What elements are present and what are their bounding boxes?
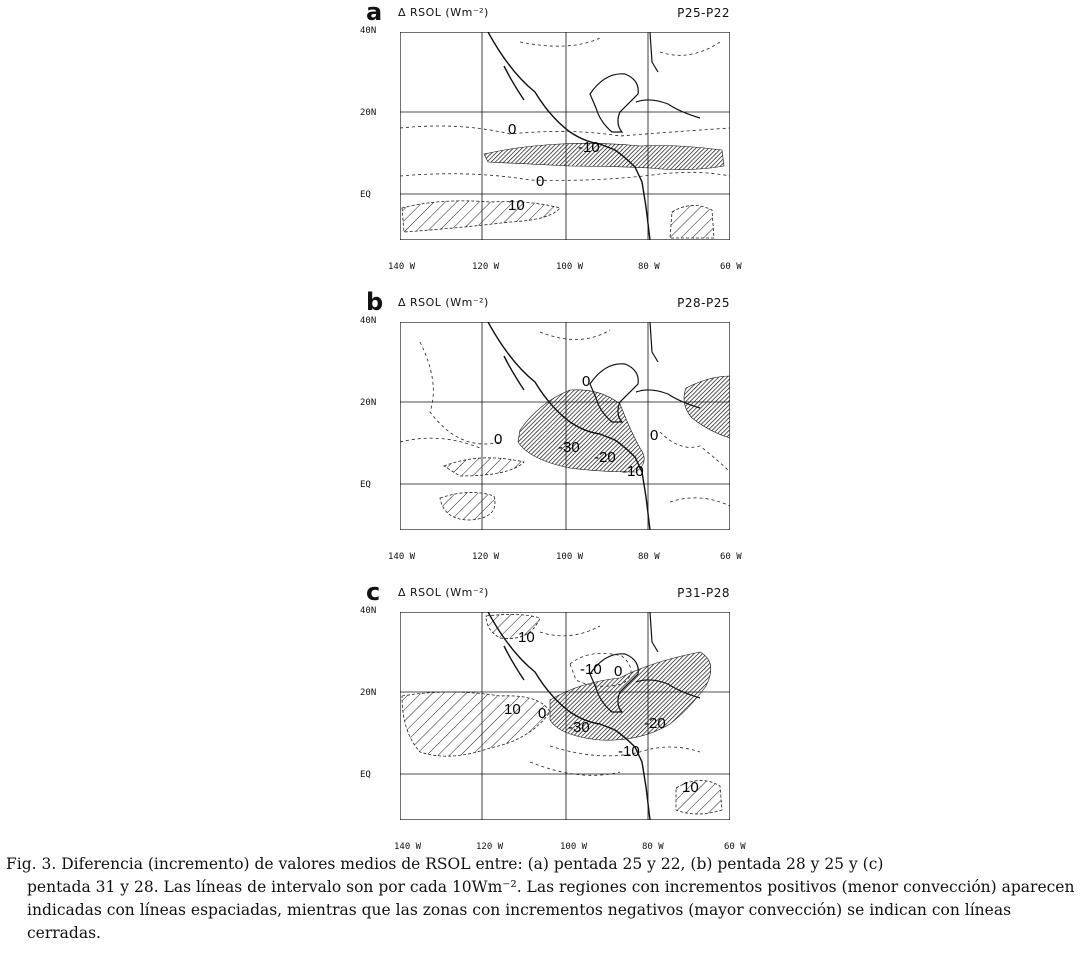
map-a [400,32,730,240]
panel-b-range: P28-P25 [677,296,730,310]
x-label-60w: 60 W [720,262,742,272]
x-label-100w: 100 W [556,552,584,562]
x-label-80w: 80 W [638,552,660,562]
x-label-80w: 80 W [642,842,664,852]
panel-c-title: Δ RSOL (Wm⁻²) [398,586,489,599]
panel-c-label: c [366,578,381,606]
panel-a-label: a [366,0,383,26]
map-b [400,322,730,530]
map-c [400,612,730,820]
x-label-140w: 140 W [388,262,416,272]
panel-c [360,578,760,859]
panel-c-range: P31-P28 [677,586,730,600]
panel-a-range: P25-P22 [677,6,730,20]
x-label-80w: 80 W [638,262,660,272]
contour-label: 0 [582,373,591,390]
y-label-20n: 20N [360,398,377,408]
figure-caption [6,853,1076,945]
x-label-140w: 140 W [394,842,422,852]
panel-b-label: b [366,288,384,316]
contour-label: 0 [508,121,517,138]
contour-label: -10 [580,661,602,678]
panel-a-title: Δ RSOL (Wm⁻²) [398,6,489,19]
panel-b-title: Δ RSOL (Wm⁻²) [398,296,489,309]
y-label-eq: EQ [360,190,371,200]
panel-a [360,0,760,279]
y-label-20n: 20N [360,108,377,118]
contour-label: 10 [682,779,699,796]
contour-label: 0 [650,427,659,444]
contour-label: 0 [538,705,547,722]
x-label-100w: 100 W [560,842,588,852]
contour-label: -20 [644,715,666,732]
x-label-60w: 60 W [724,842,746,852]
caption-first-line: Fig. 3. Diferencia (incremento) de valores medios de RSOL entre: (a) pentada 25 y 22, (b) pentada 28 y 25 y (c) [6,855,884,873]
x-label-120w: 120 W [472,552,500,562]
panel-b [360,288,760,569]
y-label-20n: 20N [360,688,377,698]
contour-label: 10 [504,701,521,718]
contour-label: -10 [618,743,640,760]
x-label-60w: 60 W [720,552,742,562]
caption-body: pentada 31 y 28. Las líneas de intervalo son por cada 10Wm⁻². Las regiones con incrementos positivos (menor convección) aparecen indicadas con líneas espaciadas, mientras que las zonas con incrementos negativos (mayor convección) se indican con líneas cerradas. [27,878,1075,942]
contour-label: 10 [518,629,535,646]
y-label-40n: 40N [360,606,377,616]
contour-label: -30 [558,439,580,456]
contour-label: -10 [622,463,644,480]
x-label-140w: 140 W [388,552,416,562]
y-label-40n: 40N [360,26,377,36]
contour-label: 0 [494,431,503,448]
contour-label: 0 [536,173,545,190]
x-label-120w: 120 W [476,842,504,852]
y-label-40n: 40N [360,316,377,326]
contour-label: 10 [508,197,525,214]
contour-label: 0 [614,663,623,680]
x-label-120w: 120 W [472,262,500,272]
contour-label: -10 [578,139,600,156]
x-label-100w: 100 W [556,262,584,272]
contour-label: -20 [594,449,616,466]
y-label-eq: EQ [360,770,371,780]
contour-label: -30 [568,719,590,736]
y-label-eq: EQ [360,480,371,490]
